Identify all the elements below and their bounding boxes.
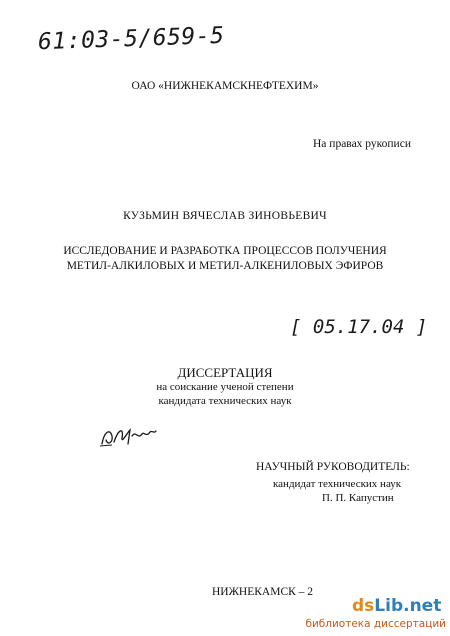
author-name: КУЗЬМИН ВЯЧЕСЛАВ ЗИНОВЬЕВИЧ bbox=[123, 210, 327, 222]
handwritten-signature bbox=[98, 422, 160, 450]
city-and-year: НИЖНЕКАМСК – 2 bbox=[212, 586, 314, 598]
organization-name: ОАО «НИЖНЕКАМСКНЕФТЕХИМ» bbox=[131, 80, 319, 92]
thesis-title-line-2: МЕТИЛ-АЛКИЛОВЫХ И МЕТИЛ-АЛКЕНИЛОВЫХ ЭФИРОВ bbox=[66, 260, 384, 272]
handwritten-catalog-code: 61:03-5/659-5 bbox=[37, 22, 225, 56]
dslib-logo-part2: Lib.net bbox=[374, 596, 442, 616]
rights-note: На правах рукописи bbox=[313, 138, 411, 150]
thesis-type-heading: ДИССЕРТАЦИЯ bbox=[177, 365, 273, 380]
dslib-subtitle: библиотека диссертаций bbox=[305, 618, 446, 630]
advisor-degree: кандидат технических наук bbox=[273, 478, 402, 490]
thesis-degree-line-2: кандидата технических наук bbox=[158, 395, 292, 407]
advisor-name: П. П. Капустин bbox=[322, 492, 394, 504]
thesis-title-line-1: ИССЛЕДОВАНИЕ И РАЗРАБОТКА ПРОЦЕССОВ ПОЛУЧЕНИЯ bbox=[63, 245, 387, 257]
handwritten-specialty-code: [ 05.17.04 ] bbox=[290, 316, 428, 338]
thesis-degree-line-1: на соискание ученой степени bbox=[156, 381, 294, 393]
dslib-logo-part1: ds bbox=[352, 596, 375, 616]
advisor-heading: НАУЧНЫЙ РУКОВОДИТЕЛЬ: bbox=[256, 461, 410, 473]
dslib-logo bbox=[352, 596, 441, 616]
dslib-watermark bbox=[305, 596, 448, 632]
